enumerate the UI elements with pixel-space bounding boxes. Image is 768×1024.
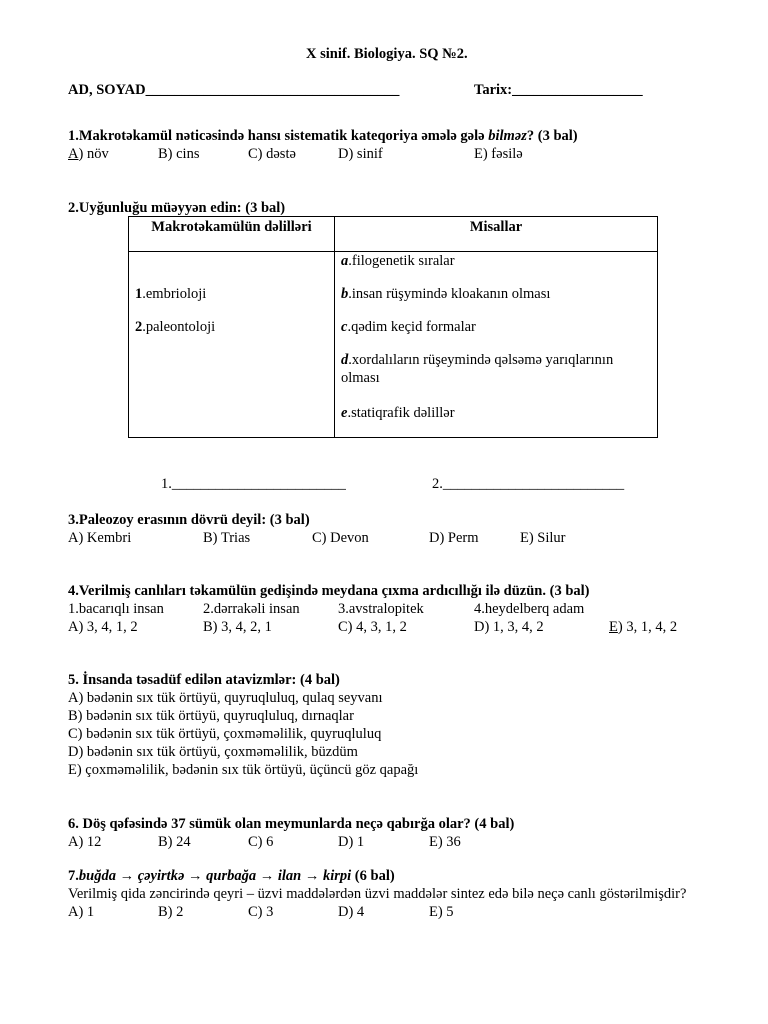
q7-option-c[interactable]: C) 3 bbox=[248, 904, 274, 920]
q1-option-c[interactable]: C) dəstə bbox=[248, 146, 296, 162]
q4-item-3: 3.avstralopitek bbox=[338, 601, 424, 617]
q6-option-b[interactable]: B) 24 bbox=[158, 834, 191, 850]
q6-option-d[interactable]: D) 1 bbox=[338, 834, 365, 850]
question-5-text: 5. İnsanda təsadüf edilən atavizmlər: (4 bal) bbox=[68, 672, 340, 688]
q5-option-c[interactable]: C) bədənin sıx tük örtüyü, çoxməməlilik, quyruqluluq bbox=[68, 726, 382, 742]
q4-option-c[interactable]: C) 4, 3, 1, 2 bbox=[338, 619, 407, 635]
q1-option-e[interactable]: E) fəsilə bbox=[474, 146, 523, 162]
q4-item-2: 2.dərrakəli insan bbox=[203, 601, 300, 617]
page-title: X sinif. Biologiya. SQ №2. bbox=[306, 46, 468, 62]
left-item-2: 2.paleontoloji bbox=[135, 319, 216, 335]
q1-option-a-letter: A bbox=[68, 146, 79, 162]
q1-option-a[interactable] bbox=[68, 145, 109, 163]
q1-option-b[interactable]: B) cins bbox=[158, 146, 200, 162]
right-item-b: b.insan rüşymində kloakanın olması bbox=[341, 286, 551, 302]
q7-option-a[interactable]: A) 1 bbox=[68, 904, 95, 920]
question-6-text: 6. Döş qəfəsində 37 sümük olan meymunlarda neçə qabırğa olar? (4 bal) bbox=[68, 816, 515, 832]
question-4-text: 4.Verilmiş canlıları təkamülün gedişində meydana çıxma ardıcıllığı ilə düzün. (3 bal) bbox=[68, 583, 590, 599]
q6-option-e[interactable]: E) 36 bbox=[429, 834, 461, 850]
name-label bbox=[68, 81, 399, 99]
q1-option-d[interactable]: D) sinif bbox=[338, 146, 383, 162]
name-label-text: AD, SOYAD bbox=[68, 82, 146, 98]
q5-option-b[interactable]: B) bədənin sıx tük örtüyü, quyruqluluq, dırnaqlar bbox=[68, 708, 354, 724]
q3-option-c[interactable]: C) Devon bbox=[312, 530, 369, 546]
q7-option-d[interactable]: D) 4 bbox=[338, 904, 365, 920]
date-label-text: Tarix: bbox=[474, 82, 513, 98]
q4-option-e-letter: E bbox=[609, 619, 618, 635]
q7-food-chain: buğda → çəyirtkə → qurbağa → ilan → kirpi bbox=[78, 868, 352, 884]
q4-item-1: 1.bacarıqlı insan bbox=[68, 601, 164, 617]
question-7-text: Verilmiş qida zəncirində qeyri – üzvi maddələrdən üzvi maddələr sintez edə bilə neçə canlı göstərilmişdir? bbox=[68, 886, 687, 902]
col-header-right: Misallar bbox=[335, 217, 658, 252]
q4-item-4: 4.heydelberq adam bbox=[474, 601, 585, 617]
q4-option-e[interactable] bbox=[609, 618, 677, 636]
q7-points: (6 bal) bbox=[351, 868, 395, 884]
q4-option-d[interactable]: D) 1, 3, 4, 2 bbox=[474, 619, 544, 635]
q6-option-a[interactable]: A) 12 bbox=[68, 834, 102, 850]
question-1-text bbox=[68, 127, 578, 145]
q3-option-a[interactable]: A) Kembri bbox=[68, 530, 132, 546]
q3-option-e[interactable]: E) Silur bbox=[520, 530, 566, 546]
q6-option-c[interactable]: C) 6 bbox=[248, 834, 274, 850]
q7-option-b[interactable]: B) 2 bbox=[158, 904, 184, 920]
name-blank[interactable]: ___________________________________ bbox=[145, 82, 400, 98]
q7-number: 7. bbox=[68, 868, 79, 884]
right-item-d: d.xordalıların rüşeymində qəlsəmə yarıqlarının olması bbox=[341, 352, 614, 386]
date-blank[interactable]: __________________ bbox=[512, 82, 643, 98]
question-2-text: 2.Uyğunluğu müəyyən edin: (3 bal) bbox=[68, 200, 286, 216]
col-header-left: Makrotəkamülün dəlilləri bbox=[129, 217, 335, 252]
left-item-1: 1.embrioloji bbox=[135, 286, 207, 302]
right-item-e: e.statiqrafik dəlillər bbox=[341, 405, 455, 421]
q4-option-a[interactable]: A) 3, 4, 1, 2 bbox=[68, 619, 138, 635]
q5-option-d[interactable]: D) bədənin sıx tük örtüyü, çoxməməlilik, büzdüm bbox=[68, 744, 358, 760]
answer-blank-1[interactable]: 1.________________________ bbox=[161, 476, 346, 492]
right-item-c: c.qədim keçid formalar bbox=[341, 319, 476, 335]
q4-option-e-text: ) 3, 1, 4, 2 bbox=[617, 619, 678, 635]
q5-option-e[interactable]: E) çoxməməlilik, bədənin sıx tük örtüyü, üçüncü göz qapağı bbox=[68, 762, 419, 778]
q3-option-b[interactable]: B) Trias bbox=[203, 530, 251, 546]
answer-blank-2[interactable]: 2._________________________ bbox=[432, 476, 625, 492]
q4-option-b[interactable]: B) 3, 4, 2, 1 bbox=[203, 619, 272, 635]
question-7-heading bbox=[68, 867, 395, 885]
q7-option-e[interactable]: E) 5 bbox=[429, 904, 454, 920]
q3-option-d[interactable]: D) Perm bbox=[429, 530, 479, 546]
q1-text-a: 1.Makrotəkamül nəticəsində hansı sistematik kateqoriya əmələ gələ bbox=[68, 128, 489, 144]
right-items-cell bbox=[335, 252, 658, 438]
date-label bbox=[474, 81, 643, 99]
matching-table bbox=[128, 216, 658, 438]
right-item-a: a.filogenetik sıralar bbox=[341, 253, 455, 269]
q1-text-em: bilməz bbox=[488, 128, 527, 144]
q1-option-a-text: ) növ bbox=[78, 146, 109, 162]
left-items-cell bbox=[129, 252, 335, 438]
question-3-text: 3.Paleozoy erasının dövrü deyil: (3 bal) bbox=[68, 512, 310, 528]
q1-text-b: ? (3 bal) bbox=[526, 128, 578, 144]
q5-option-a[interactable]: A) bədənin sıx tük örtüyü, quyruqluluq, qulaq seyvanı bbox=[68, 690, 383, 706]
